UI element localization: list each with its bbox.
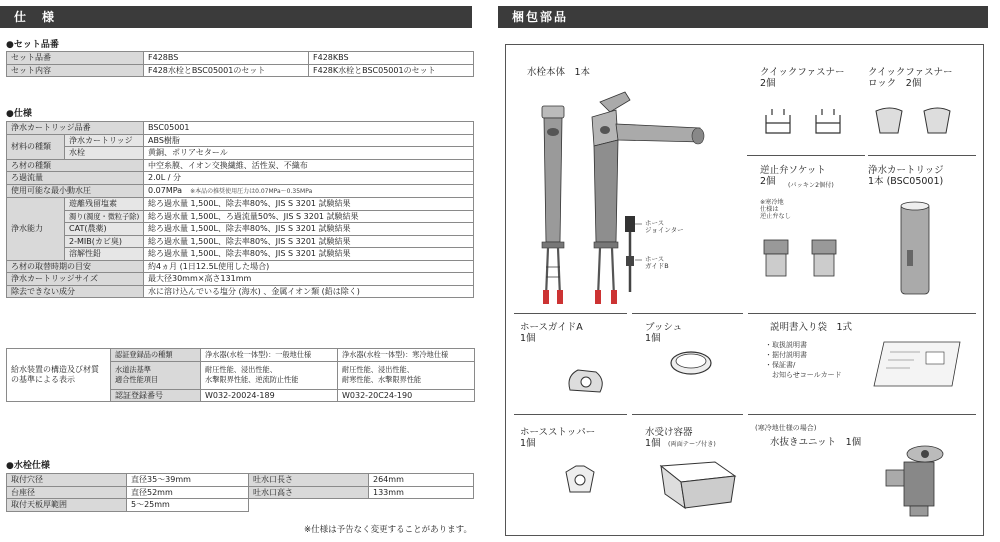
material-sub-faucet: 水栓 xyxy=(65,147,144,160)
check-valve-label: 逆止弁ソケット 2個 xyxy=(760,165,826,187)
divider xyxy=(632,313,743,314)
capacity-value: 総ろ過水量 1,500L、除去率80%、JIS S 3201 試験結果 xyxy=(144,248,474,261)
cert-number-b: W032-20C24-190 xyxy=(338,389,475,402)
pressure-note: ※本品の推奨使用圧力は0.07MPa～0.35MPa xyxy=(190,187,313,195)
material-label: 材料の種類 xyxy=(7,134,65,159)
capacity-label: 浄水能力 xyxy=(7,198,65,261)
table-row xyxy=(7,474,474,487)
table-row xyxy=(7,235,474,248)
divider xyxy=(747,155,865,156)
faucet-illustration xyxy=(530,92,730,310)
divider xyxy=(748,313,976,314)
set-table xyxy=(6,51,474,77)
set-number-a: F428BS xyxy=(144,52,309,65)
set-content-label: セット内容 xyxy=(7,64,144,77)
table-row xyxy=(7,223,474,236)
pressure-value: 0.07MPa xyxy=(148,185,183,195)
cartridge-value: BSC05001 xyxy=(144,122,474,135)
spout-length-value: 264mm xyxy=(369,474,474,487)
cert-type-a: 浄水器(水栓一体型)：一般地仕様 xyxy=(201,349,338,362)
table-row xyxy=(7,134,474,147)
set-number-b: F428KBS xyxy=(309,52,474,65)
table-row xyxy=(7,64,474,77)
capacity-value: 総ろ過水量 1,500L、ろ過流量50%、JIS S 3201 試験結果 xyxy=(144,210,474,223)
capacity-item: 遊離残留塩素 xyxy=(65,198,144,211)
hose-guide-b-label: ホース ガイドB xyxy=(645,255,669,270)
faucet-heading: ●水栓仕様 xyxy=(6,461,50,471)
spec-table xyxy=(6,121,474,298)
capacity-value: 総ろ過水量 1,500L、除去率80%、JIS S 3201 試験結果 xyxy=(144,198,474,211)
base-diameter-label: 台座径 xyxy=(7,486,127,499)
hose-stopper-label: ホースストッパー 1個 xyxy=(520,427,596,449)
spout-height-value: 133mm xyxy=(369,486,474,499)
manual-bag-items: ・取扱説明書 ・据付説明書 ・保証書/ お知らせコールカード xyxy=(765,341,842,379)
table-row xyxy=(7,122,474,135)
replace-label: ろ材の取替時期の目安 xyxy=(7,260,144,273)
capacity-item: 溶解性鉛 xyxy=(65,248,144,261)
cert-law-label: 水道法基準 適合性能項目 xyxy=(111,361,201,389)
mount-hole-label: 取付穴径 xyxy=(7,474,127,487)
pressure-label: 使用可能な最小動水圧 xyxy=(7,184,144,198)
cert-row-label: 給水装置の構造及び材質の基準による表示 xyxy=(7,349,111,402)
table-row xyxy=(7,184,474,198)
divider xyxy=(748,414,976,415)
size-label: 浄水カートリッジサイズ xyxy=(7,273,144,286)
filter-type-label: ろ材の種類 xyxy=(7,159,144,172)
cert-law-b: 耐圧性能、浸出性能、 耐寒性能、水撃限界性能 xyxy=(338,361,475,389)
set-heading: ●セット品番 xyxy=(6,40,59,50)
table-row xyxy=(7,486,474,499)
cert-table xyxy=(6,348,475,402)
capacity-item: 濁り(濁度・微粒子除) xyxy=(65,210,144,223)
capacity-item: CAT(農薬) xyxy=(65,223,144,236)
capacity-item: 2-MIB(カビ臭) xyxy=(65,235,144,248)
capacity-value: 総ろ過水量 1,500L、除去率80%、JIS S 3201 試験結果 xyxy=(144,235,474,248)
table-row xyxy=(7,248,474,261)
quick-fastener-lock-label: クイックファスナー ロック 2個 xyxy=(868,67,953,89)
pressure-cell xyxy=(144,184,474,198)
spec-header: 仕 様 xyxy=(0,6,472,28)
hose-stopper-icon xyxy=(560,462,600,496)
table-row xyxy=(7,172,474,185)
drain-unit-note: (寒冷地仕様の場合) xyxy=(755,424,817,432)
cartridge-icon xyxy=(895,200,935,300)
cert-type-b: 浄水器(水栓一体型)：寒冷地仕様 xyxy=(338,349,475,362)
drain-unit-icon xyxy=(880,440,955,520)
water-tray-icon xyxy=(655,458,740,513)
set-content-b: F428K水栓とBSC05001のセット xyxy=(309,64,474,77)
cert-number-label: 認証登録番号 xyxy=(111,389,201,402)
table-row xyxy=(7,260,474,273)
cartridge-label: 浄水カートリッジ品番 xyxy=(7,122,144,135)
hose-guide-a-icon xyxy=(562,362,612,398)
faucet-table xyxy=(6,473,474,512)
unremovable-label: 除去できない成分 xyxy=(7,285,144,298)
table-row xyxy=(7,147,474,160)
water-tray-label: 水受け容器 1個 xyxy=(645,427,693,449)
manual-bag-label: 説明書入り袋 1式 xyxy=(770,322,853,333)
check-valve-note: (パッキン2個付) xyxy=(788,182,834,189)
counter-thickness-value: 5～25mm xyxy=(127,499,249,512)
hose-joint-label: ホース ジョインター xyxy=(645,219,684,234)
check-valve-icon xyxy=(760,236,855,286)
footnote: ※仕様は予告なく変更することがあります。 xyxy=(304,525,472,535)
unremovable-value: 水に溶け込んでいる塩分 (海水) 、金属イオン類 (鉛は除く) xyxy=(144,285,474,298)
material-sub-cartridge: 浄水カートリッジ xyxy=(65,134,144,147)
water-tray-note: (両面テープ付き) xyxy=(668,441,716,448)
table-row xyxy=(7,273,474,286)
material-value-cartridge: ABS樹脂 xyxy=(144,134,474,147)
hose-guide-a-label: ホースガイドA 1個 xyxy=(520,322,583,344)
cold-region-note: ※寒冷地 仕様は 逆止弁なし xyxy=(760,199,791,220)
set-number-label: セット品番 xyxy=(7,52,144,65)
main-unit-label: 水栓本体 1本 xyxy=(527,67,591,78)
material-value-faucet: 黄銅、ポリアセタール xyxy=(144,147,474,160)
quick-fastener-lock-icon xyxy=(872,103,972,139)
manual-bag-icon xyxy=(870,338,965,390)
spout-length-label: 吐水口長さ xyxy=(249,474,369,487)
cert-type-label: 認証登録品の種類 xyxy=(111,349,201,362)
table-row xyxy=(7,349,475,362)
flow-label: ろ過流量 xyxy=(7,172,144,185)
replace-value: 約4ヵ月 (1日12.5L使用した場合) xyxy=(144,260,474,273)
filter-type-value: 中空糸膜、イオン交換繊維、活性炭、不織布 xyxy=(144,159,474,172)
bush-icon xyxy=(668,348,714,378)
spout-height-label: 吐水口高さ xyxy=(249,486,369,499)
cert-number-a: W032-20024-189 xyxy=(201,389,338,402)
drain-unit-label: 水抜きユニット 1個 xyxy=(770,437,862,448)
cartridge-label: 浄水カートリッジ 1本 (BSC05001) xyxy=(868,165,944,187)
table-row xyxy=(7,499,474,512)
base-diameter-value: 直径52mm xyxy=(127,486,249,499)
bush-label: ブッシュ 1個 xyxy=(645,322,683,344)
empty-cell xyxy=(249,499,474,512)
divider xyxy=(514,414,627,415)
table-row xyxy=(7,285,474,298)
size-value: 最大径30mm×高さ131mm xyxy=(144,273,474,286)
divider xyxy=(868,155,976,156)
quick-fastener-icon xyxy=(760,105,860,141)
quick-fastener-label: クイックファスナー 2個 xyxy=(760,67,845,89)
counter-thickness-label: 取付天板厚範囲 xyxy=(7,499,127,512)
flow-value: 2.0L / 分 xyxy=(144,172,474,185)
divider xyxy=(632,414,743,415)
table-row xyxy=(7,159,474,172)
table-row xyxy=(7,52,474,65)
table-row xyxy=(7,198,474,211)
divider xyxy=(514,313,627,314)
set-content-a: F428水栓とBSC05001のセット xyxy=(144,64,309,77)
cert-law-a: 耐圧性能、浸出性能、 水撃限界性能、逆流防止性能 xyxy=(201,361,338,389)
package-parts-header: 梱包部品 xyxy=(498,6,988,28)
spec-heading: ●仕様 xyxy=(6,109,32,119)
table-row xyxy=(7,210,474,223)
capacity-value: 総ろ過水量 1,500L、除去率80%、JIS S 3201 試験結果 xyxy=(144,223,474,236)
mount-hole-value: 直径35～39mm xyxy=(127,474,249,487)
